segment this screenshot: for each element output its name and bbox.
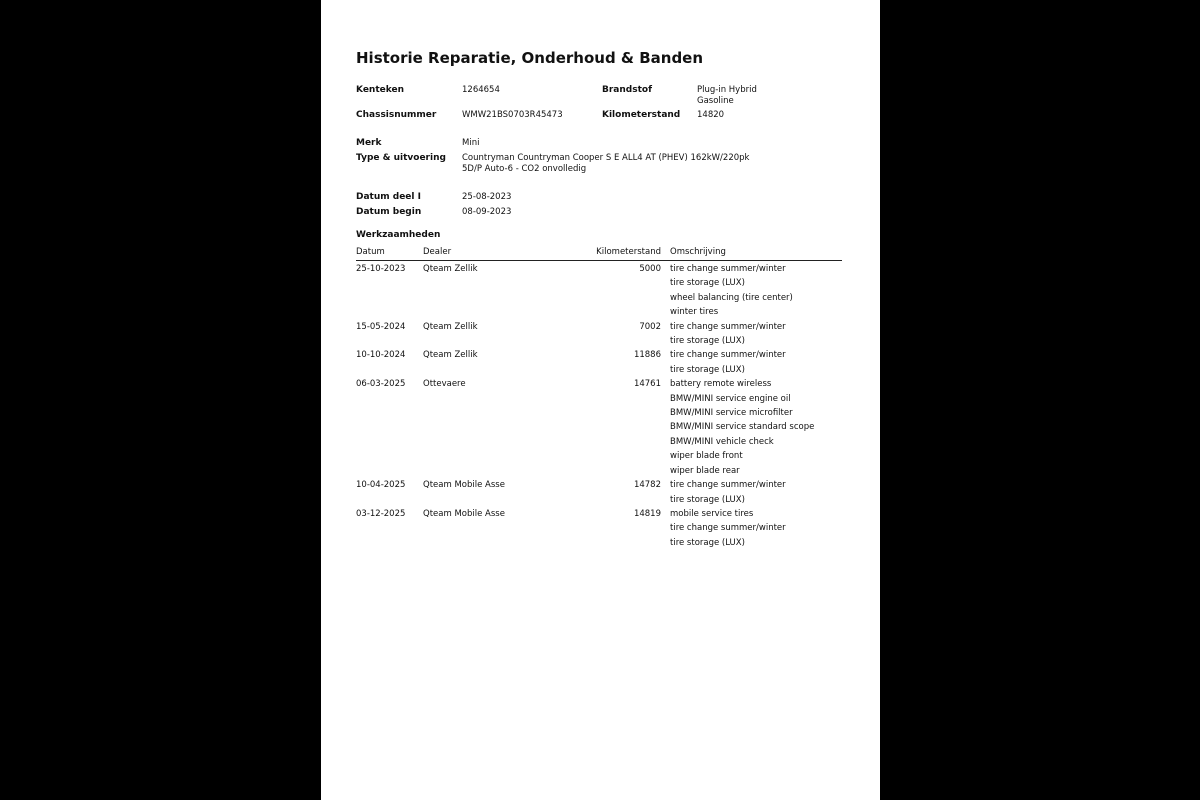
page-title: Historie Reparatie, Onderhoud & Banden xyxy=(356,49,704,67)
row-datum: 03-12-2025 xyxy=(356,508,406,519)
werkzaamheden-heading: Werkzaamheden xyxy=(356,230,441,240)
datum-begin-label: Datum begin xyxy=(356,207,422,217)
datum-begin-value: 08-09-2023 xyxy=(462,207,512,217)
document-page xyxy=(321,0,880,800)
table-row xyxy=(356,507,842,550)
omschrijving-item: mobile service tires xyxy=(670,508,754,519)
row-omschrijving xyxy=(670,478,842,507)
row-kilometerstand: 14761 xyxy=(633,379,661,390)
row-omschrijving xyxy=(670,377,842,478)
omschrijving-item: battery remote wireless xyxy=(670,379,772,390)
omschrijving-item: tire change summer/winter xyxy=(670,523,786,534)
omschrijving-item: winter tires xyxy=(670,307,719,318)
kenteken-label: Kenteken xyxy=(356,85,404,95)
row-dealer: Qteam Zellik xyxy=(423,264,478,274)
row-omschrijving xyxy=(670,348,842,377)
omschrijving-item: wiper blade front xyxy=(670,451,743,462)
brandstof-label: Brandstof xyxy=(602,85,652,95)
column-header-omschrijving: Omschrijving xyxy=(670,247,726,257)
merk-value: Mini xyxy=(462,138,480,148)
table-row xyxy=(356,320,842,349)
table-row xyxy=(356,377,842,478)
omschrijving-item: BMW/MINI service engine oil xyxy=(670,393,791,404)
kilometerstand-label: Kilometerstand xyxy=(602,110,681,120)
chassis-value: WMW21BS0703R45473 xyxy=(462,110,563,120)
omschrijving-item: wheel balancing (tire center) xyxy=(670,292,793,303)
datum-deel-value: 25-08-2023 xyxy=(462,192,512,202)
omschrijving-item: BMW/MINI service microfilter xyxy=(670,408,793,419)
type-value-line1: Countryman Countryman Cooper S E ALL4 AT (PHEV) 162kW/220pk xyxy=(462,153,750,163)
row-kilometerstand: 5000 xyxy=(639,264,661,274)
omschrijving-item: BMW/MINI vehicle check xyxy=(670,436,774,447)
row-dealer: Qteam Zellik xyxy=(423,350,478,361)
omschrijving-item: tire change summer/winter xyxy=(670,321,786,332)
row-dealer: Qteam Mobile Asse xyxy=(423,508,505,519)
column-header-datum: Datum xyxy=(356,247,385,257)
row-dealer: Qteam Zellik xyxy=(423,321,478,332)
row-datum: 06-03-2025 xyxy=(356,379,406,390)
omschrijving-item: tire storage (LUX) xyxy=(670,278,745,289)
kilometerstand-value: 14820 xyxy=(697,110,725,120)
datum-deel-label: Datum deel I xyxy=(356,192,421,202)
omschrijving-item: tire storage (LUX) xyxy=(670,494,745,505)
omschrijving-item: wiper blade rear xyxy=(670,465,740,476)
merk-label: Merk xyxy=(356,138,382,148)
row-datum: 25-10-2023 xyxy=(356,264,406,274)
row-omschrijving xyxy=(670,320,842,349)
type-value-line2: 5D/P Auto-6 - CO2 onvolledig xyxy=(462,164,587,174)
table-row xyxy=(356,262,842,320)
brandstof-value-line2: Gasoline xyxy=(697,96,734,106)
row-dealer: Ottevaere xyxy=(423,379,466,390)
row-dealer: Qteam Mobile Asse xyxy=(423,480,505,491)
omschrijving-item: BMW/MINI service standard scope xyxy=(670,422,815,433)
omschrijving-item: tire storage (LUX) xyxy=(670,537,745,548)
chassis-label: Chassisnummer xyxy=(356,110,437,120)
row-omschrijving xyxy=(670,262,842,320)
omschrijving-item: tire storage (LUX) xyxy=(670,336,745,347)
omschrijving-item: tire storage (LUX) xyxy=(670,364,745,375)
table-header xyxy=(356,247,842,261)
table-row xyxy=(356,348,842,377)
column-header-kilometerstand: Kilometerstand xyxy=(596,247,661,257)
row-kilometerstand: 11886 xyxy=(633,350,661,361)
table-row xyxy=(356,478,842,507)
omschrijving-item: tire change summer/winter xyxy=(670,350,786,361)
row-kilometerstand: 7002 xyxy=(639,321,661,332)
omschrijving-item: tire change summer/winter xyxy=(670,480,786,491)
table-body xyxy=(356,262,842,550)
column-header-dealer: Dealer xyxy=(423,247,452,257)
omschrijving-item: tire change summer/winter xyxy=(670,264,786,274)
row-datum: 10-04-2025 xyxy=(356,480,406,491)
type-label: Type & uitvoering xyxy=(356,153,446,163)
row-kilometerstand: 14782 xyxy=(633,480,661,491)
row-kilometerstand: 14819 xyxy=(633,508,661,519)
row-datum: 10-10-2024 xyxy=(356,350,406,361)
row-datum: 15-05-2024 xyxy=(356,321,406,332)
row-omschrijving xyxy=(670,507,842,550)
brandstof-value-line1: Plug-in Hybrid xyxy=(697,85,757,95)
kenteken-value: 1264654 xyxy=(462,85,500,95)
